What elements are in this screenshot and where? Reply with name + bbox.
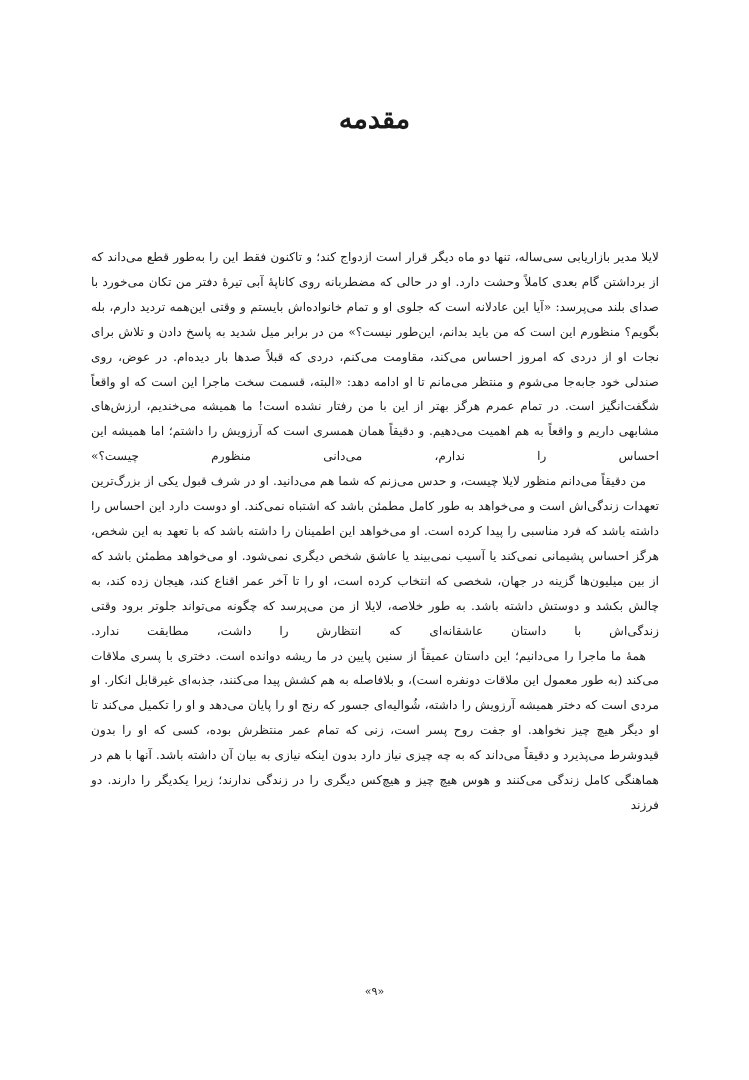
paragraph-2: من دقیقاً می‌دانم منظور لایلا چیست، و حدس می‌زنم که شما هم می‌دانید. او در شرف قبول یکی از بزرگ‌ترین تعهدات زندگی‌اش است و می‌خواهد به طور کامل مطمئن باشد که اشتباه نمی‌کند. او دوست دارد این احساس را داشته باشد که فرد مناسبی را پیدا کرده است. او می‌خواهد این اطمینان را داشته باشد که با تعهد به این شخص، هرگز احساس پشیمانی نمی‌کند یا آسیب نمی‌بیند یا عاشق شخص دیگری نمی‌شود. او می‌خواهد مطمئن باشد که از بین میلیون‌ها گزینه در جهان، شخصی که انتخاب کرده است، او را تا آخر عمر اقناع کند، هیجان زده کند، به چالش بکشد و دوستش داشته باشد. به طور خلاصه، لایلا از من می‌پرسد که چگونه می‌تواند جلوتر برود وقتی زندگی‌اش با داستان عاشقانه‌ای که انتظارش را داشت، مطابقت ندارد. <box>91 474 659 638</box>
body-text <box>91 245 659 818</box>
page-number: «۹» <box>364 985 385 998</box>
paragraph-1: لایلا مدیر بازاریابی سی‌ساله، تنها دو ماه دیگر قرار است ازدواج کند؛ و تاکنون فقط این را به‌طور قطع می‌داند که از برداشتن گام بعدی کاملاً وحشت دارد. او در حالی که مضطربانه روی کاناپهٔ آبی تیرهٔ دفتر من تکان می‌خورد با صدای بلند می‌پرسد: «آیا این عادلانه است که جلوی او و تمام خانواده‌اش بایستم و وقتی این‌همه تردید دارم، بله بگویم؟ منظورم این است که من باید بدانم، این‌طور نیست؟» من در برابر میل شدید به پاسخ دادن و تلاش برای نجات او از دردی که امروز احساس می‌کند، مقاومت می‌کنم، دردی که قبلاً صدها بار دیده‌ام. در عوض، روی صندلی خود جابه‌جا می‌شوم و منتظر می‌مانم تا او ادامه دهد: «البته، قسمت سخت ماجرا این است که او واقعاً شگفت‌انگیز است. در تمام عمرم هرگز بهتر از این با من رفتار نشده است! ما همیشه می‌خندیم، ارزش‌های مشابهی داریم و واقعاً به هم اهمیت می‌دهیم. و دقیقاً همان همسری است که آرزویش را داشتم؛ اما همیشه این احساس را ندارم، می‌دانی منظورم چیست؟» <box>91 250 659 464</box>
paragraph-3: همهٔ ما ماجرا را می‌دانیم؛ این داستان عمیقاً از سنین پایین در ما ریشه دوانده است. دختری با پسری ملاقات می‌کند (به طور معمول این ملاقات دونفره است)، و بلافاصله به هم کشش پیدا می‌کنند، جذبه‌ای غیرقابل انکار. او مردی است که دختر همیشه آرزویش را داشته، شُوالیه‌ای جسور که رنج او را پایان می‌دهد و او را تکمیل می‌کند تا او دیگر هیچ چیز نخواهد. او جفت روح پسر است، زنی که تمام عمر منتظرش بوده، کسی که او را بدون قیدوشرط می‌پذیرد و دقیقاً می‌داند که به چه چیزی نیاز دارد بدون اینکه نیازی به بیان آن داشته باشد. آنها با هم در هماهنگی کامل زندگی می‌کنند و هوس هیچ چیز و هیچ‌کس دیگری را در زندگی ندارند؛ زیرا یکدیگر را دارند. دو فرزند <box>91 648 659 812</box>
chapter-title: مقدمه <box>338 104 411 135</box>
